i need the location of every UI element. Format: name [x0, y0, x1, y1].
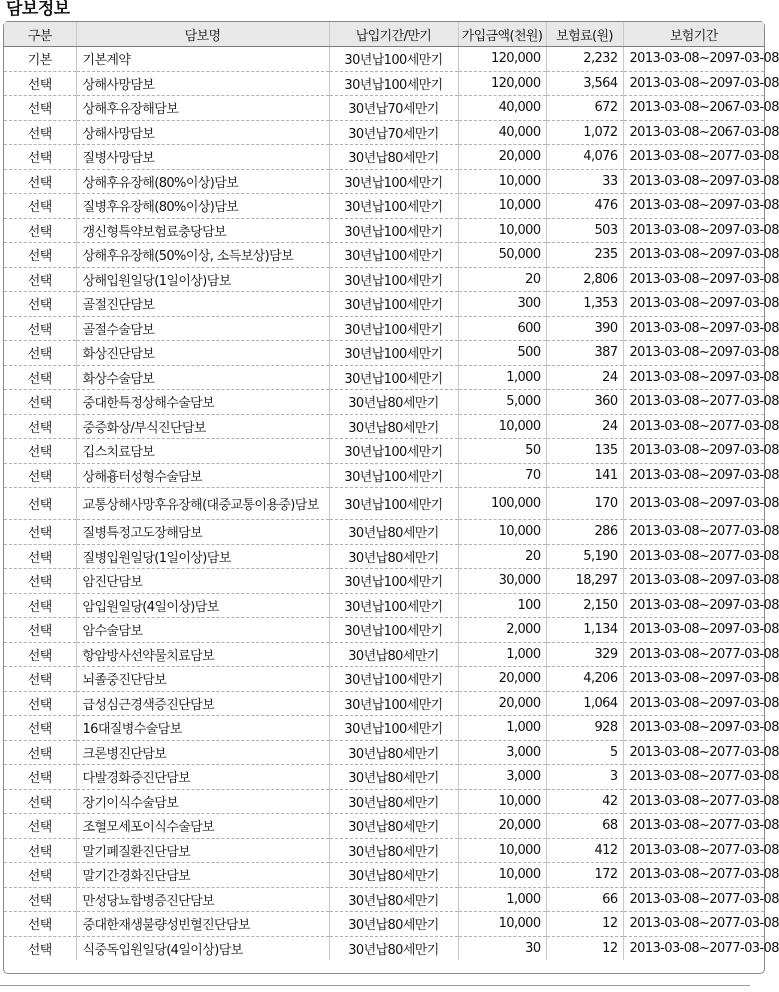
table-row [4, 618, 764, 643]
cell-kind: 선택 [4, 642, 76, 667]
cell-kind: 선택 [4, 145, 76, 170]
cell-premium: 412 [546, 838, 623, 863]
cell-payment-term: 30년납100세만기 [329, 169, 458, 194]
cell-kind: 선택 [4, 667, 76, 692]
table-row [4, 593, 764, 618]
table-row [4, 316, 764, 341]
cell-insured-amount: 1,000 [458, 887, 546, 912]
header-term: 납입기간/만기 [329, 22, 458, 47]
cell-premium: 141 [546, 463, 623, 488]
cell-payment-term: 30년납80세만기 [329, 740, 458, 765]
cell-premium: 1,134 [546, 618, 623, 643]
cell-insured-amount: 10,000 [458, 789, 546, 814]
table-row [4, 96, 764, 121]
table-row [4, 789, 764, 814]
cell-insured-amount: 120,000 [458, 47, 546, 72]
cell-kind: 선택 [4, 316, 76, 341]
cell-insured-amount: 100,000 [458, 488, 546, 520]
cell-coverage-period: 2013-03-08~2077-03-08 [623, 789, 764, 814]
table-row [4, 887, 764, 912]
cell-coverage-name: 갱신형특약보험료충당담보 [76, 218, 329, 243]
cell-kind: 선택 [4, 912, 76, 937]
cell-payment-term: 30년납80세만기 [329, 414, 458, 439]
cell-coverage-period: 2013-03-08~2097-03-08 [623, 463, 764, 488]
cell-coverage-name: 식중독입원일당(4일이상)담보 [76, 936, 329, 960]
cell-premium: 235 [546, 243, 623, 268]
cell-kind: 선택 [4, 544, 76, 569]
cell-payment-term: 30년납80세만기 [329, 912, 458, 937]
cell-payment-term: 30년납80세만기 [329, 544, 458, 569]
cell-insured-amount: 20,000 [458, 691, 546, 716]
cell-coverage-name: 질병사망담보 [76, 145, 329, 170]
cell-premium: 329 [546, 642, 623, 667]
cell-coverage-period: 2013-03-08~2097-03-08 [623, 316, 764, 341]
cell-coverage-name: 상해후유장해담보 [76, 96, 329, 121]
cell-kind: 선택 [4, 96, 76, 121]
cell-payment-term: 30년납80세만기 [329, 838, 458, 863]
cell-payment-term: 30년납100세만기 [329, 488, 458, 520]
cell-coverage-period: 2013-03-08~2077-03-08 [623, 838, 764, 863]
cell-payment-term: 30년납80세만기 [329, 814, 458, 839]
cell-insured-amount: 20 [458, 544, 546, 569]
cell-coverage-period: 2013-03-08~2097-03-08 [623, 691, 764, 716]
cell-insured-amount: 1,000 [458, 642, 546, 667]
cell-payment-term: 30년납80세만기 [329, 520, 458, 545]
cell-payment-term: 30년납100세만기 [329, 691, 458, 716]
table-row [4, 667, 764, 692]
cell-kind: 기본 [4, 47, 76, 72]
cell-coverage-name: 암입원일당(4일이상)담보 [76, 593, 329, 618]
cell-premium: 3 [546, 765, 623, 790]
header-amount: 가입금액(천원) [458, 22, 546, 47]
cell-insured-amount: 10,000 [458, 218, 546, 243]
cell-insured-amount: 10,000 [458, 414, 546, 439]
table-row [4, 863, 764, 888]
cell-coverage-period: 2013-03-08~2097-03-08 [623, 667, 764, 692]
cell-premium: 170 [546, 488, 623, 520]
cell-insured-amount: 20,000 [458, 145, 546, 170]
cell-coverage-name: 골절수술담보 [76, 316, 329, 341]
cell-kind: 선택 [4, 341, 76, 366]
cell-insured-amount: 500 [458, 341, 546, 366]
cell-kind: 선택 [4, 716, 76, 741]
cell-insured-amount: 10,000 [458, 838, 546, 863]
cell-insured-amount: 1,000 [458, 716, 546, 741]
cell-kind: 선택 [4, 863, 76, 888]
cell-premium: 387 [546, 341, 623, 366]
cell-payment-term: 30년납80세만기 [329, 390, 458, 415]
cell-insured-amount: 40,000 [458, 120, 546, 145]
coverage-table-frame [3, 21, 779, 974]
cell-coverage-period: 2013-03-08~2077-03-08 [623, 863, 764, 888]
table-row [4, 243, 764, 268]
cell-kind: 선택 [4, 814, 76, 839]
cell-coverage-name: 질병특정고도장해담보 [76, 520, 329, 545]
cell-coverage-period: 2013-03-08~2077-03-08 [623, 887, 764, 912]
table-row [4, 936, 764, 960]
cell-coverage-period: 2013-03-08~2077-03-08 [623, 414, 764, 439]
cell-kind: 선택 [4, 569, 76, 594]
cell-coverage-name: 중대한특정상해수술담보 [76, 390, 329, 415]
cell-coverage-name: 상해입원일당(1일이상)담보 [76, 267, 329, 292]
cell-payment-term: 30년납100세만기 [329, 218, 458, 243]
cell-premium: 24 [546, 365, 623, 390]
cell-kind: 선택 [4, 243, 76, 268]
cell-insured-amount: 70 [458, 463, 546, 488]
cell-coverage-period: 2013-03-08~2077-03-08 [623, 390, 764, 415]
table-row [4, 218, 764, 243]
cell-kind: 선택 [4, 390, 76, 415]
cell-coverage-period: 2013-03-08~2097-03-08 [623, 365, 764, 390]
cell-insured-amount: 30,000 [458, 569, 546, 594]
cell-premium: 42 [546, 789, 623, 814]
cell-kind: 선택 [4, 414, 76, 439]
cell-insured-amount: 1,000 [458, 365, 546, 390]
table-row [4, 292, 764, 317]
table-row [4, 365, 764, 390]
cell-kind: 선택 [4, 439, 76, 464]
cell-premium: 33 [546, 169, 623, 194]
cell-coverage-name: 화상수술담보 [76, 365, 329, 390]
cell-kind: 선택 [4, 120, 76, 145]
cell-kind: 선택 [4, 194, 76, 219]
table-row [4, 912, 764, 937]
cell-coverage-name: 급성심근경색증진단담보 [76, 691, 329, 716]
cell-coverage-name: 질병후유장해(80%이상)담보 [76, 194, 329, 219]
cell-coverage-name: 말기폐질환진단담보 [76, 838, 329, 863]
cell-coverage-name: 골절진단담보 [76, 292, 329, 317]
cell-coverage-period: 2013-03-08~2097-03-08 [623, 569, 764, 594]
cell-premium: 672 [546, 96, 623, 121]
cell-coverage-period: 2013-03-08~2077-03-08 [623, 912, 764, 937]
cell-kind: 선택 [4, 740, 76, 765]
cell-payment-term: 30년납100세만기 [329, 463, 458, 488]
cell-insured-amount: 10,000 [458, 169, 546, 194]
cell-coverage-name: 다발경화증진단담보 [76, 765, 329, 790]
cell-coverage-name: 상해후유장해(80%이상)담보 [76, 169, 329, 194]
cell-premium: 286 [546, 520, 623, 545]
cell-payment-term: 30년납100세만기 [329, 316, 458, 341]
cell-premium: 12 [546, 936, 623, 960]
cell-coverage-name: 암수술담보 [76, 618, 329, 643]
cell-coverage-name: 상해사망담보 [76, 71, 329, 96]
cell-coverage-name: 만성당뇨합병증진단담보 [76, 887, 329, 912]
cell-premium: 360 [546, 390, 623, 415]
cell-payment-term: 30년납100세만기 [329, 618, 458, 643]
cell-coverage-name: 깁스치료담보 [76, 439, 329, 464]
table-row [4, 267, 764, 292]
cell-premium: 503 [546, 218, 623, 243]
cell-premium: 135 [546, 439, 623, 464]
cell-premium: 2,806 [546, 267, 623, 292]
cell-payment-term: 30년납100세만기 [329, 365, 458, 390]
cell-payment-term: 30년납70세만기 [329, 120, 458, 145]
table-row [4, 120, 764, 145]
cell-kind: 선택 [4, 618, 76, 643]
cell-premium: 24 [546, 414, 623, 439]
cell-coverage-period: 2013-03-08~2077-03-08 [623, 936, 764, 960]
cell-kind: 선택 [4, 169, 76, 194]
cell-coverage-period: 2013-03-08~2097-03-08 [623, 716, 764, 741]
table-row [4, 520, 764, 545]
table-row [4, 390, 764, 415]
cell-coverage-period: 2013-03-08~2097-03-08 [623, 243, 764, 268]
table-row [4, 194, 764, 219]
cell-premium: 3,564 [546, 71, 623, 96]
cell-coverage-period: 2013-03-08~2097-03-08 [623, 47, 764, 72]
cell-payment-term: 30년납80세만기 [329, 863, 458, 888]
cell-insured-amount: 3,000 [458, 740, 546, 765]
cell-payment-term: 30년납100세만기 [329, 716, 458, 741]
table-row [4, 341, 764, 366]
cell-coverage-period: 2013-03-08~2077-03-08 [623, 544, 764, 569]
cell-payment-term: 30년납100세만기 [329, 569, 458, 594]
cell-insured-amount: 20 [458, 267, 546, 292]
cell-coverage-period: 2013-03-08~2097-03-08 [623, 194, 764, 219]
cell-coverage-name: 뇌졸중진단담보 [76, 667, 329, 692]
table-row [4, 463, 764, 488]
cell-coverage-period: 2013-03-08~2097-03-08 [623, 618, 764, 643]
cell-coverage-period: 2013-03-08~2077-03-08 [623, 814, 764, 839]
cell-kind: 선택 [27, 942, 52, 958]
cell-coverage-period: 2013-03-08~2097-03-08 [623, 71, 764, 96]
table-row [4, 838, 764, 863]
cell-coverage-period: 2013-03-08~2097-03-08 [623, 488, 764, 520]
table-row [4, 569, 764, 594]
cell-premium: 1,072 [546, 120, 623, 145]
cell-coverage-period: 2013-03-08~2097-03-08 [623, 341, 764, 366]
table-row [4, 765, 764, 790]
cell-coverage-period: 2013-03-08~2077-03-08 [623, 520, 764, 545]
cell-insured-amount: 10,000 [458, 863, 546, 888]
header-kind: 구분 [4, 22, 76, 47]
cell-payment-term: 30년납100세만기 [329, 71, 458, 96]
cell-payment-term: 30년납100세만기 [329, 267, 458, 292]
cell-insured-amount: 5,000 [458, 390, 546, 415]
table-row [4, 691, 764, 716]
cell-coverage-period: 2013-03-08~2097-03-08 [623, 169, 764, 194]
cell-payment-term: 30년납100세만기 [329, 194, 458, 219]
cell-coverage-period: 2013-03-08~2097-03-08 [623, 218, 764, 243]
cell-kind: 선택 [4, 765, 76, 790]
cell-premium: 5,190 [546, 544, 623, 569]
cell-kind: 선택 [4, 488, 76, 520]
cell-premium: 12 [546, 912, 623, 937]
cell-insured-amount: 30 [458, 936, 546, 960]
cell-coverage-name: 교통상해사망후유장해(대중교통이용중)담보 [76, 488, 329, 520]
cell-insured-amount: 20,000 [458, 814, 546, 839]
table-row [4, 71, 764, 96]
cell-kind: 선택 [4, 887, 76, 912]
cell-coverage-name: 16대질병수술담보 [76, 716, 329, 741]
header-name: 담보명 [76, 22, 329, 47]
cell-insured-amount: 10,000 [458, 194, 546, 219]
cell-kind: 선택 [4, 365, 76, 390]
cell-insured-amount: 50 [458, 439, 546, 464]
cell-payment-term: 30년납80세만기 [329, 789, 458, 814]
cell-kind: 선택 [4, 838, 76, 863]
cell-coverage-period: 2013-03-08~2097-03-08 [623, 439, 764, 464]
page-title: 담보정보 [6, 0, 70, 19]
cell-insured-amount: 2,000 [458, 618, 546, 643]
table-row [4, 544, 764, 569]
cell-premium: 1,353 [546, 292, 623, 317]
cell-premium: 172 [546, 863, 623, 888]
cell-insured-amount: 120,000 [458, 71, 546, 96]
cell-coverage-period: 2013-03-08~2097-03-08 [623, 267, 764, 292]
cell-premium: 4,076 [546, 145, 623, 170]
cell-premium: 68 [546, 814, 623, 839]
cell-payment-term: 30년납80세만기 [329, 887, 458, 912]
cell-insured-amount: 40,000 [458, 96, 546, 121]
table-row [4, 47, 764, 72]
cell-kind: 선택 [4, 292, 76, 317]
cell-coverage-name: 암진단담보 [76, 569, 329, 594]
cell-premium: 18,297 [546, 569, 623, 594]
cell-premium: 2,232 [546, 47, 623, 72]
cell-kind: 선택 [4, 691, 76, 716]
cell-coverage-period: 2013-03-08~2067-03-08 [623, 96, 764, 121]
cell-coverage-period: 2013-03-08~2077-03-08 [623, 740, 764, 765]
cell-kind: 선택 [4, 267, 76, 292]
table-body [4, 47, 779, 961]
cell-kind: 선택 [4, 463, 76, 488]
cell-coverage-name: 크론병진단담보 [76, 740, 329, 765]
cell-premium: 2,150 [546, 593, 623, 618]
table-row [4, 439, 764, 464]
table-row [4, 488, 764, 520]
cell-coverage-period: 2013-03-08~2077-03-08 [623, 642, 764, 667]
cell-payment-term: 30년납100세만기 [329, 341, 458, 366]
table-row [4, 642, 764, 667]
cell-coverage-name: 상해흉터성형수술담보 [76, 463, 329, 488]
cell-coverage-name: 기본계약 [76, 47, 329, 72]
cell-coverage-period: 2013-03-08~2077-03-08 [623, 765, 764, 790]
cell-kind: 선택 [4, 789, 76, 814]
cell-premium: 66 [546, 887, 623, 912]
cell-payment-term: 30년납70세만기 [329, 96, 458, 121]
cell-insured-amount: 3,000 [458, 765, 546, 790]
cell-coverage-period: 2013-03-08~2067-03-08 [623, 120, 764, 145]
cell-coverage-name: 조혈모세포이식수술담보 [76, 814, 329, 839]
cell-insured-amount: 300 [458, 292, 546, 317]
cell-insured-amount: 10,000 [458, 520, 546, 545]
header-period: 보험기간 [623, 22, 764, 47]
header-premium: 보험료(원) [546, 22, 623, 47]
cell-premium: 476 [546, 194, 623, 219]
cell-payment-term: 30년납100세만기 [329, 439, 458, 464]
cell-payment-term: 30년납80세만기 [329, 765, 458, 790]
cell-payment-term: 30년납80세만기 [329, 145, 458, 170]
cell-coverage-name: 질병입원일당(1일이상)담보 [76, 544, 329, 569]
cell-kind: 선택 [4, 593, 76, 618]
cell-coverage-period: 2013-03-08~2097-03-08 [623, 593, 764, 618]
cell-insured-amount: 100 [458, 593, 546, 618]
cell-coverage-name: 중증화상/부식진단담보 [76, 414, 329, 439]
table-row [4, 716, 764, 741]
cell-payment-term: 30년납100세만기 [329, 292, 458, 317]
cell-payment-term: 30년납80세만기 [329, 936, 458, 960]
cell-insured-amount: 10,000 [458, 912, 546, 937]
cell-coverage-name: 중대한재생불량성빈혈진단담보 [76, 912, 329, 937]
cell-coverage-name: 화상진단담보 [76, 341, 329, 366]
cell-premium: 390 [546, 316, 623, 341]
cell-kind: 선택 [4, 71, 76, 96]
table-row [4, 145, 764, 170]
cell-premium: 1,064 [546, 691, 623, 716]
cell-premium: 5 [546, 740, 623, 765]
cell-coverage-name: 말기간경화진단담보 [76, 863, 329, 888]
cell-coverage-name: 상해사망담보 [76, 120, 329, 145]
cell-payment-term: 30년납80세만기 [329, 642, 458, 667]
coverage-table [4, 22, 779, 960]
cell-payment-term: 30년납100세만기 [329, 47, 458, 72]
cell-premium: 928 [546, 716, 623, 741]
table-row [4, 814, 764, 839]
table-header-row [4, 22, 764, 47]
cell-kind: 선택 [4, 218, 76, 243]
cell-coverage-name: 항암방사선약물치료담보 [76, 642, 329, 667]
cell-kind: 선택 [4, 520, 76, 545]
table-row [4, 414, 764, 439]
cell-coverage-period: 2013-03-08~2077-03-08 [623, 145, 764, 170]
bottom-divider [0, 985, 750, 986]
cell-coverage-name: 장기이식수술담보 [76, 789, 329, 814]
cell-payment-term: 30년납100세만기 [329, 593, 458, 618]
cell-coverage-name: 상해후유장해(50%이상, 소득보상)담보 [76, 243, 329, 268]
table-row [4, 740, 764, 765]
cell-insured-amount: 600 [458, 316, 546, 341]
cell-payment-term: 30년납100세만기 [329, 243, 458, 268]
cell-coverage-period: 2013-03-08~2097-03-08 [623, 292, 764, 317]
cell-payment-term: 30년납100세만기 [329, 667, 458, 692]
cell-premium: 4,206 [546, 667, 623, 692]
cell-insured-amount: 20,000 [458, 667, 546, 692]
cell-insured-amount: 50,000 [458, 243, 546, 268]
table-row [4, 169, 764, 194]
